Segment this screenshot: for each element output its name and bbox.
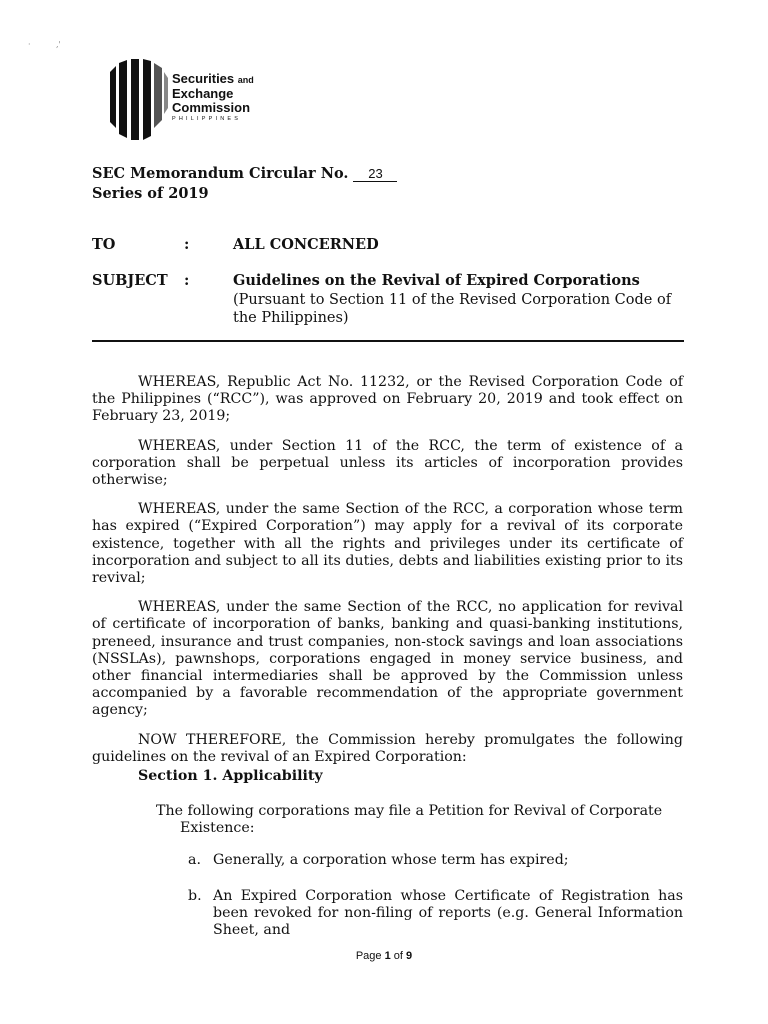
section-1-intro — [156, 803, 683, 837]
list-text: Generally, a corporation whose term has expired; — [213, 852, 569, 868]
to-value: ALL CONCERNED — [233, 236, 379, 253]
page-prefix: Page — [355, 950, 382, 962]
section-1-title: Section 1. Applicability — [138, 768, 323, 784]
sec-logo — [106, 58, 266, 142]
header-divider — [92, 340, 684, 342]
section-1-intro-continuation: Existence: — [180, 820, 255, 837]
paragraph: WHEREAS, Republic Act No. 11232, or the Revised Corporation Code of the Philippines (“RCC”), was approved on February 20, 2019 and took effect on February 23, 2019; — [92, 374, 683, 425]
circular-number: 23 — [353, 167, 397, 182]
subject-note: (Pursuant to Section 11 of the Revised Corporation Code of the Philippines) — [233, 292, 672, 326]
subject-value — [233, 271, 693, 327]
circular-label: SEC Memorandum Circular No. — [92, 165, 349, 182]
sec-emblem-icon — [106, 58, 170, 142]
page-of: of — [393, 950, 403, 962]
paragraph: WHEREAS, under the same Section of the RCC, a corporation whose term has expired (“Expired Corporation”) may apply for a revival of its corporate existence, together with all the rights and privileges under its certificate of incorporation and subject to all its duties, debts and liabilities existing prior to its revival; — [92, 501, 683, 587]
page-total: 9 — [406, 950, 413, 962]
to-label: TO — [92, 236, 116, 253]
page-current: 1 — [384, 950, 391, 962]
to-colon: : — [184, 236, 190, 253]
whereas-clauses — [92, 374, 683, 778]
paragraph: WHEREAS, under Section 11 of the RCC, the term of existence of a corporation shall be perpetual unless its articles of incorporation provides otherwise; — [92, 437, 683, 489]
to-value-wrap — [233, 235, 693, 255]
subject-label: SUBJECT — [92, 272, 168, 289]
logo-wordmark: Securities and Exchange Commission PHILIPPINES — [172, 71, 254, 122]
scan-artifact: · ,' — [28, 40, 61, 49]
list-marker: b. — [188, 888, 202, 904]
paragraph: WHEREAS, under the same Section of the RCC, no application for revival of certificate of incorporation of banks, banking and quasi-banking institutions, preneed, insurance and trust companies, non-stock savings and loan associations (NSSLAs), pawnshops, corporations engaged in money service business, and other financial intermediaries shall be approved by the Commission unless accompanied by a favorable recommendation of the appropriate government agency; — [92, 599, 683, 719]
subject-colon: : — [184, 272, 190, 289]
circular-series: Series of 2019 — [92, 185, 209, 202]
paragraph: NOW THEREFORE, the Commission hereby promulgates the following guidelines on the revival of an Expired Corporation: — [92, 731, 683, 765]
list-marker: a. — [188, 852, 201, 868]
list-item — [188, 888, 683, 940]
section-1-intro-text: The following corporations may file a Petition for Revival of Corporate — [156, 803, 663, 819]
page-footer — [0, 950, 768, 962]
circular-heading — [92, 164, 397, 204]
list-text: An Expired Corporation whose Certificate of Registration has been revoked for non-filing of reports (e.g. General Information Sheet, and — [213, 888, 683, 939]
list-item — [188, 852, 683, 869]
subject-title: Guidelines on the Revival of Expired Corporations — [233, 272, 640, 289]
